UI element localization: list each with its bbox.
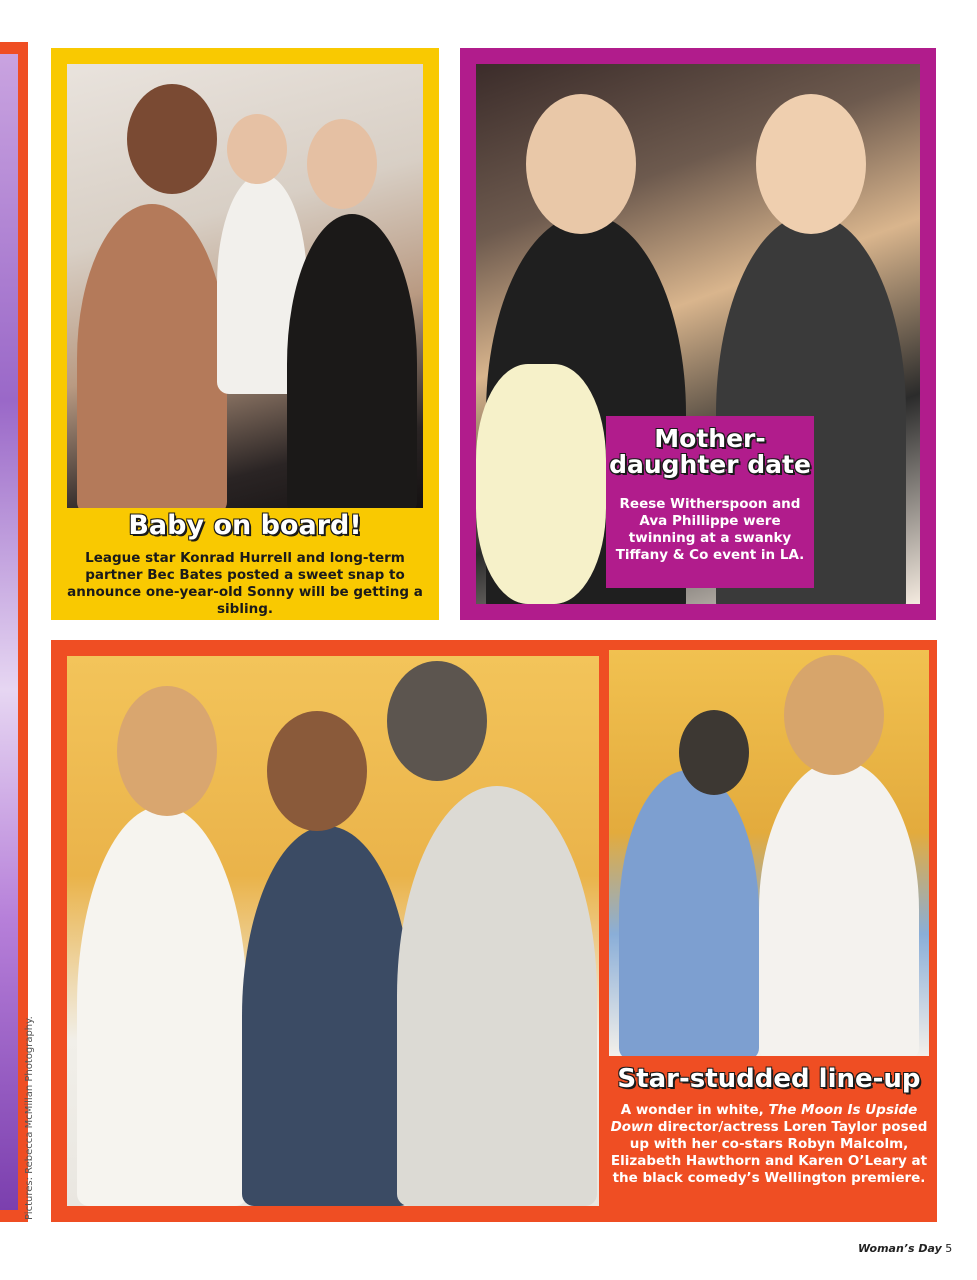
baby-story-body: League star Konrad Hurrell and long-term partner Bec Bates posted a sweet snap to announce one-year-old Sonny will be getting a sibling. [67,550,423,617]
baby-story-title: Baby on board! [128,510,362,541]
premiere-story-title: Star-studded line-up [617,1064,921,1094]
loren-robyn-photo [609,650,929,1056]
premiere-body-part2: director/actress Loren Taylor posed up with her co-stars Robyn Malcolm, Elizabeth Hawthorn and Karen O’Leary at the black comedy’s Wellington premiere. [610,1118,928,1186]
page-number: 5 [945,1242,953,1255]
premiere-group-photo [67,656,599,1206]
reese-story-body: Reese Witherspoon and Ava Phillippe were twinning at a swanky Tiffany & Co event in LA. [615,496,805,563]
premiere-body-part1: A wonder in white, [620,1102,769,1118]
konrad-bec-photo [67,64,423,508]
reese-story-title: Mother-daughter date [609,424,811,480]
magazine-name: Woman’s Day [858,1242,942,1255]
film-title: The Moon Is Upside Down [610,1102,918,1135]
page-footer [858,1242,952,1255]
adjacent-page-image [0,54,18,1210]
premiere-story-body [609,1102,929,1186]
photo-credit: Pictures: Rebecca McMillan Photography. [24,1016,35,1220]
